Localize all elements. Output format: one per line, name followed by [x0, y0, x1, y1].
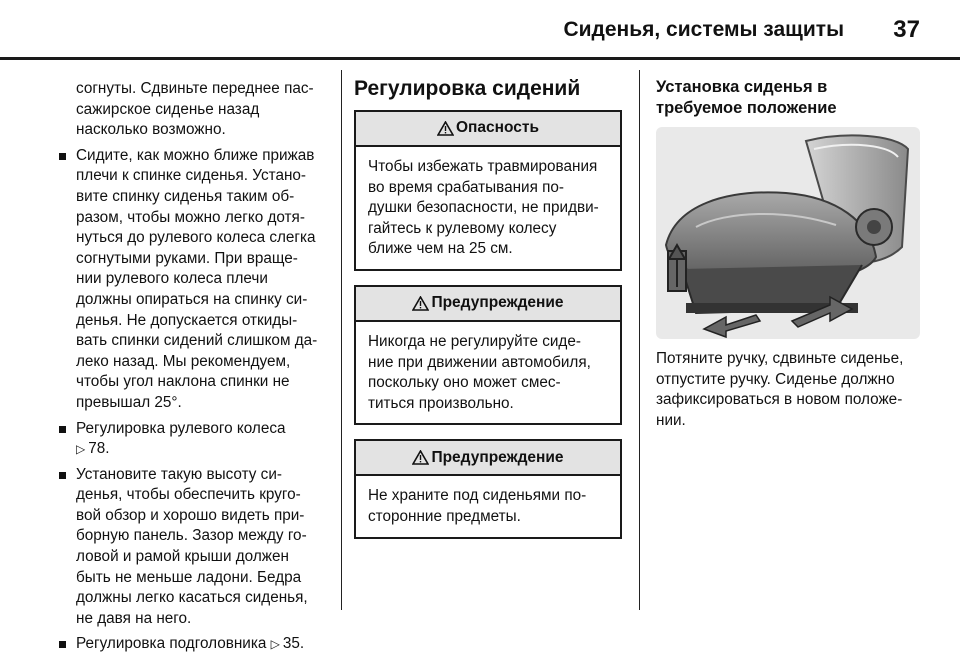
text-line: денья. Не допускается откиды- — [76, 311, 298, 329]
text-line: зафиксироваться в новом положе- — [656, 391, 903, 409]
text-line: должны опираться на спинку си- — [76, 290, 308, 308]
warning-box-header — [356, 441, 620, 476]
page-reference-icon: ▷ — [76, 442, 86, 457]
danger-box-body — [356, 147, 620, 269]
column-right — [656, 79, 924, 431]
intro-paragraph — [52, 79, 332, 141]
text-line: Никогда не регулируйте сиде- — [368, 332, 581, 350]
bullet-item-steering-wheel — [52, 419, 332, 460]
bullet-square-icon — [59, 426, 66, 433]
text-line: нуться до рулевого колеса слегка — [76, 229, 316, 247]
text-line: нии рулевого колеса плечи — [76, 270, 268, 288]
bullet-item-seating-posture — [52, 146, 332, 414]
text-line: во время срабатывания по- — [368, 178, 565, 196]
warning-box-body — [356, 322, 620, 423]
warning-box-body — [356, 476, 620, 536]
bullet-square-icon — [59, 641, 66, 648]
text-line: борную панель. Зазор между го- — [76, 527, 307, 545]
text-line: вать спинки сидений слишком да- — [76, 332, 318, 350]
text-line: Потяните ручку, сдвиньте сиденье, — [656, 350, 904, 367]
warning-box — [354, 439, 622, 538]
bullet-square-icon — [59, 472, 66, 479]
text-line: согнутыми руками. При враще- — [76, 249, 298, 267]
column-divider-right — [639, 70, 640, 610]
warning-triangle-icon — [437, 121, 454, 136]
text-line: Регулировка рулевого колеса — [76, 419, 286, 437]
danger-box-header — [356, 112, 620, 147]
bullet-square-icon — [59, 153, 66, 160]
text-line: вите спинку сиденья таким об- — [76, 187, 295, 205]
text-line: сторонние предметы. — [368, 507, 521, 525]
text-line: превышал 25°. — [76, 393, 182, 411]
section-title: Регулировка сидений — [354, 77, 581, 100]
reference-page: 35. — [282, 635, 305, 653]
subsection-title-line: Установка сиденья в — [656, 78, 828, 96]
illustration-caption — [656, 349, 924, 431]
warning-triangle-icon — [412, 296, 429, 311]
text-line: должны легко касаться сиденья, — [76, 589, 308, 607]
page-header — [0, 0, 960, 58]
danger-box — [354, 110, 622, 271]
cross-reference-link[interactable] — [271, 635, 305, 652]
subsection-title — [656, 77, 924, 119]
seat-adjustment-illustration — [656, 127, 920, 339]
text-line: ловой и рамой крыши должен — [76, 548, 289, 566]
text-line: ближе чем на 25 см. — [368, 240, 513, 258]
warning-box — [354, 285, 622, 425]
bullet-item-seat-height — [52, 465, 332, 630]
warning-triangle-icon — [412, 450, 429, 465]
page-reference-icon: ▷ — [270, 637, 280, 652]
text-line: сажирское сиденье назад — [76, 100, 260, 118]
text-line: Сидите, как можно ближе прижав — [76, 146, 315, 164]
text-line: денья, чтобы обеспечить круго- — [76, 486, 301, 504]
text-line: насколько возможно. — [76, 121, 226, 139]
header-rule — [0, 57, 960, 60]
text-line: леко назад. Мы рекомендуем, — [76, 352, 291, 370]
column-left — [52, 79, 332, 655]
text-line: Не храните под сиденьями по- — [368, 487, 587, 505]
text-line: душки безопасности, не придви- — [368, 199, 599, 217]
text-line: отпустите ручку. Сиденье должно — [656, 370, 895, 388]
warning-box-header — [356, 287, 620, 322]
seat-illustration-svg — [656, 127, 920, 339]
text-line: поскольку оно может смес- — [368, 374, 561, 392]
bullet-item-headrest — [52, 634, 332, 655]
text-line: плечи к спинке сиденья. Устано- — [76, 167, 307, 185]
text-line: Чтобы избежать травмирования — [368, 158, 598, 175]
danger-title: Опасность — [455, 119, 540, 137]
warning-title: Предупреждение — [431, 294, 564, 312]
text-line: нии. — [656, 411, 686, 429]
text-line: Регулировка подголовника — [76, 635, 267, 653]
text-line: не давя на него. — [76, 609, 192, 627]
subsection-title-line: требуемое положение — [656, 99, 837, 117]
text-line: титься произвольно. — [368, 394, 514, 412]
text-line: быть не меньше ладони. Бедра — [76, 568, 302, 586]
warning-title: Предупреждение — [431, 448, 564, 466]
text-line: ние при движении автомобиля, — [368, 353, 591, 371]
text-line: чтобы угол наклона спинки не — [76, 373, 290, 391]
page-number: 37 — [893, 16, 920, 43]
reference-page: 78. — [88, 440, 110, 458]
text-line: Установите такую высоту си- — [76, 465, 282, 483]
text-line: вой обзор и хорошо видеть при- — [76, 506, 305, 524]
column-middle — [354, 79, 622, 553]
text-line: разом, чтобы можно легко дотя- — [76, 208, 305, 226]
column-divider-left — [341, 70, 342, 610]
header-title: Сиденья, системы защиты — [563, 18, 844, 41]
cross-reference-link[interactable] — [76, 439, 332, 460]
text-line: согнуты. Сдвиньте переднее пас- — [76, 80, 314, 97]
text-line: гайтесь к рулевому колесу — [368, 219, 557, 237]
